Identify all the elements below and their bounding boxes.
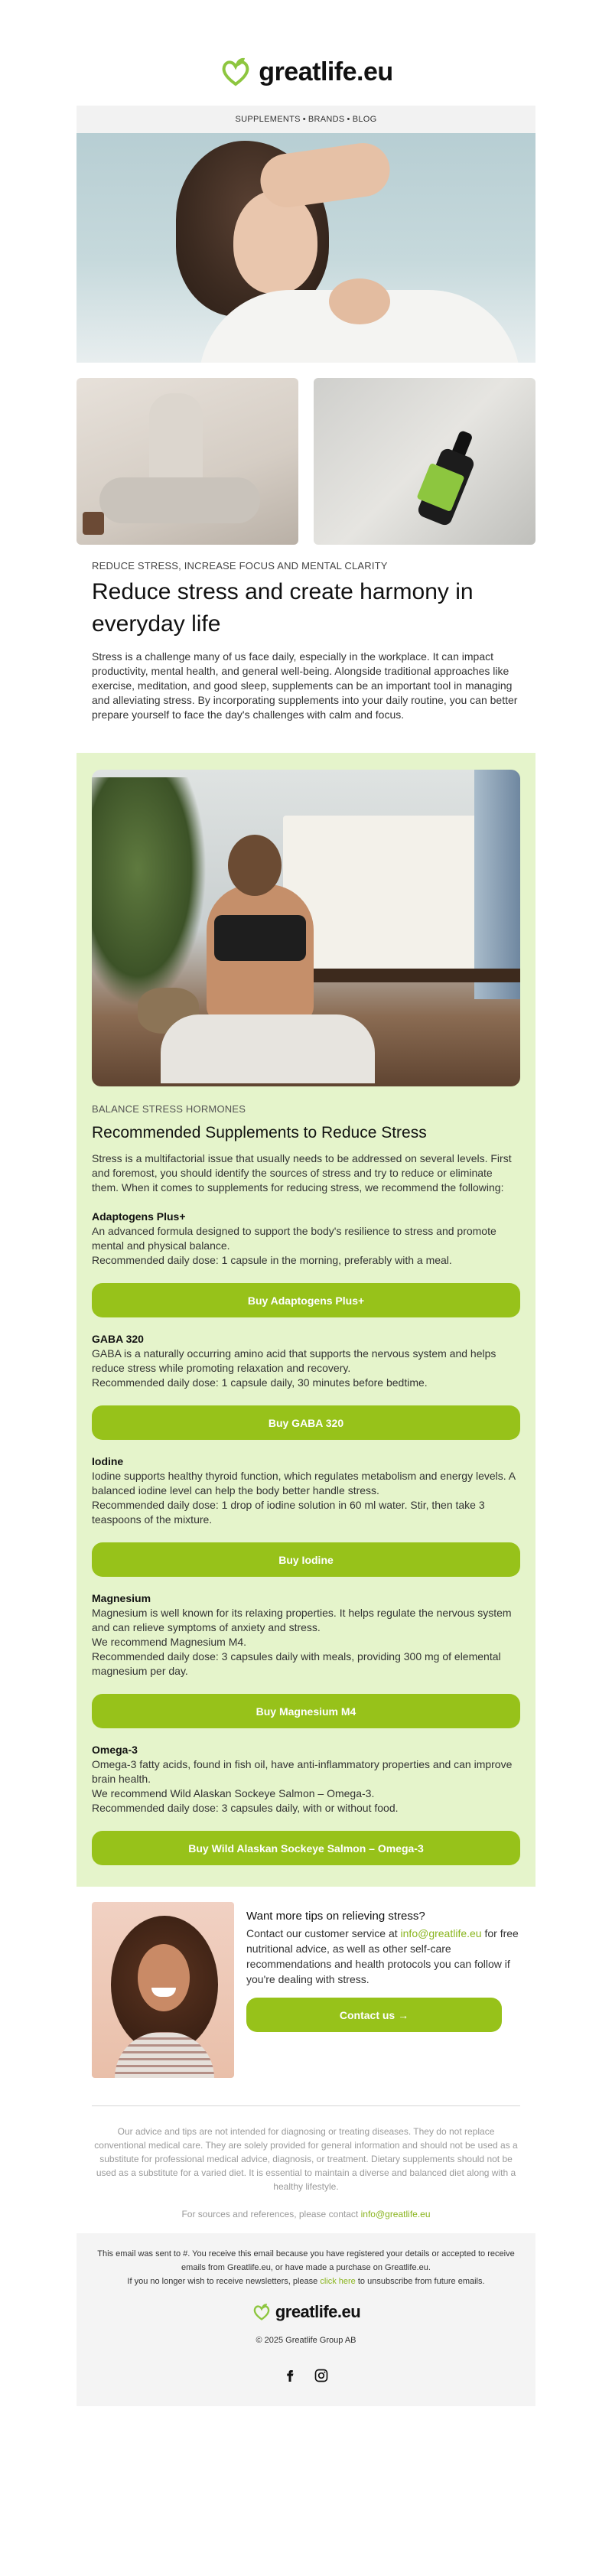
nav-separator: • — [302, 115, 306, 124]
product-description: Iodine supports healthy thyroid function, which regulates metabolism and energy levels. A balanced iodine level can help the body better handle stress. — [92, 1470, 516, 1496]
product-iodine — [92, 1454, 520, 1577]
product-name: GABA 320 — [92, 1333, 144, 1345]
unsubscribe-link[interactable]: click here — [320, 2277, 356, 2286]
footer-message: This email was sent to #. You receive this email because you have registered your details or accepted to receive emails from Greatlife.eu, or have made a purchase on Greatlife.eu. — [97, 2249, 515, 2272]
intro-body: Stress is a challenge many of us face daily, especially in the workplace. It can impact productivity, mental health, and general well-being. Alongside traditional approaches like exercise, meditation, and good sleep, supplements can be an important tool in managing and alleviating stress. By incorporating supplements into your daily routine, you can better prepare yourself to face the day's challenges with calm and focus. — [92, 650, 518, 721]
heart-leaf-logo-icon — [219, 57, 252, 87]
product-dose: Recommended daily dose: 3 capsules daily with meals, providing 300 mg of elemental magnesium per day. — [92, 1650, 501, 1677]
email-card — [76, 38, 536, 2544]
social-links — [92, 2368, 520, 2383]
contact-us-button[interactable]: Contact us → — [246, 1998, 502, 2032]
footer-logo[interactable] — [92, 2302, 520, 2322]
footer-brand-text: greatlife.eu — [275, 2302, 361, 2321]
buy-magnesium-button[interactable]: Buy Magnesium M4 — [92, 1694, 520, 1728]
product-omega3 — [92, 1743, 520, 1865]
facebook-icon[interactable] — [283, 2368, 297, 2382]
supplements-section — [76, 753, 536, 1887]
product-name: Iodine — [92, 1455, 124, 1467]
hero-image-stressed-woman — [76, 133, 536, 363]
product-dose: Recommended daily dose: 1 capsule daily, 30 minutes before bedtime. — [92, 1376, 428, 1389]
buy-omega3-button[interactable]: Buy Wild Alaskan Sockeye Salmon – Omega-3 — [92, 1831, 520, 1865]
support-email-link[interactable]: info@greatlife.eu — [400, 1927, 482, 1939]
references-text: For sources and references, please contact — [181, 2209, 359, 2219]
nav-separator: • — [347, 115, 350, 124]
brand-logo-text[interactable]: greatlife.eu — [259, 57, 393, 86]
references-note — [76, 2193, 536, 2233]
top-nav — [76, 106, 536, 133]
unsubscribe-line — [92, 2275, 520, 2288]
supplements-title: Recommended Supplements to Reduce Stress — [92, 1124, 427, 1141]
nav-item-supplements[interactable]: SUPPLEMENTS — [235, 115, 301, 124]
tips-text-after: for free nutritional advice, as well as other self-care recommendations and health protocols you can follow if you're dealing with stress. — [246, 1927, 519, 1985]
nav-item-brands[interactable]: BRANDS — [308, 115, 345, 124]
image-row — [76, 378, 536, 545]
buy-iodine-button[interactable]: Buy Iodine — [92, 1542, 520, 1577]
tips-text-before: Contact our customer service at — [246, 1927, 398, 1939]
heart-leaf-logo-icon — [252, 2303, 272, 2321]
instagram-icon[interactable] — [314, 2368, 329, 2383]
tips-body — [246, 1902, 520, 2078]
footer — [76, 2233, 536, 2406]
tips-question: Want more tips on relieving stress? — [246, 1910, 425, 1923]
nav-item-blog[interactable]: BLOG — [352, 115, 377, 124]
unsubscribe-text-before: If you no longer wish to receive newsletters, please — [127, 2277, 318, 2286]
buy-gaba-button[interactable]: Buy GABA 320 — [92, 1405, 520, 1440]
product-recommendation: We recommend Wild Alaskan Sockeye Salmon – Omega-3. — [92, 1787, 375, 1799]
product-name: Adaptogens Plus+ — [92, 1210, 186, 1223]
tips-text — [246, 1926, 520, 1987]
references-email-link[interactable]: info@greatlife.eu — [360, 2209, 431, 2219]
header — [76, 38, 536, 106]
intro-kicker: REDUCE STRESS, INCREASE FOCUS AND MENTAL CLARITY — [92, 560, 388, 572]
product-name: Magnesium — [92, 1592, 151, 1604]
supplements-body: Stress is a multifactorial issue that usually needs to be addressed on several levels. First and foremost, you should identify the sources of stress and try to reduce or eliminate them. When it comes to supplements for reducing stress, we recommend the following: — [92, 1152, 512, 1194]
yoga-image — [92, 770, 520, 1086]
product-description: GABA is a naturally occurring amino acid that supports the nervous system and helps reduce stress while promoting relaxation and recovery. — [92, 1347, 496, 1374]
product-gaba — [92, 1332, 520, 1440]
intro-section — [76, 545, 536, 753]
tips-section — [76, 1887, 536, 2093]
product-description: Magnesium is well known for its relaxing properties. It helps regulate the nervous system and can relieve symptoms of anxiety and stress. — [92, 1607, 512, 1633]
product-dose: Recommended daily dose: 3 capsules daily, with or without food. — [92, 1802, 399, 1814]
product-magnesium — [92, 1591, 520, 1728]
product-dose: Recommended daily dose: 1 capsule in the morning, preferably with a meal. — [92, 1254, 452, 1266]
product-description: An advanced formula designed to support the body's resilience to stress and promote mental and physical balance. — [92, 1225, 496, 1252]
supplements-kicker: BALANCE STRESS HORMONES — [92, 1103, 246, 1115]
disclaimer-text: Our advice and tips are not intended for diagnosing or treating diseases. They do not replace conventional medical care. They are solely provided for general information and should not be used as a substitute for professional medical advice, diagnosis, or treatment. Dietary supplements should not be used as a substitute for a varied diet. It is essential to maintain a diverse and balanced diet along with a healthy lifestyle. — [94, 2126, 518, 2192]
meditation-image — [76, 378, 298, 545]
product-name: Omega-3 — [92, 1744, 138, 1756]
supplement-bottle-image — [314, 378, 536, 545]
intro-title: Reduce stress and create harmony in everyday life — [92, 579, 474, 637]
product-dose: Recommended daily dose: 1 drop of iodine solution in 60 ml water. Stir, then take 3 teaspoons of the mixture. — [92, 1499, 485, 1526]
smiling-woman-portrait — [92, 1902, 234, 2078]
buy-adaptogens-button[interactable]: Buy Adaptogens Plus+ — [92, 1283, 520, 1317]
product-adaptogens — [92, 1210, 520, 1317]
product-recommendation: We recommend Magnesium M4. — [92, 1636, 247, 1648]
unsubscribe-text-after: to unsubscribe from future emails. — [357, 2277, 485, 2286]
copyright: © 2025 Greatlife Group AB — [256, 2336, 356, 2345]
product-description: Omega-3 fatty acids, found in fish oil, have anti-inflammatory properties and can improve brain health. — [92, 1758, 513, 1785]
